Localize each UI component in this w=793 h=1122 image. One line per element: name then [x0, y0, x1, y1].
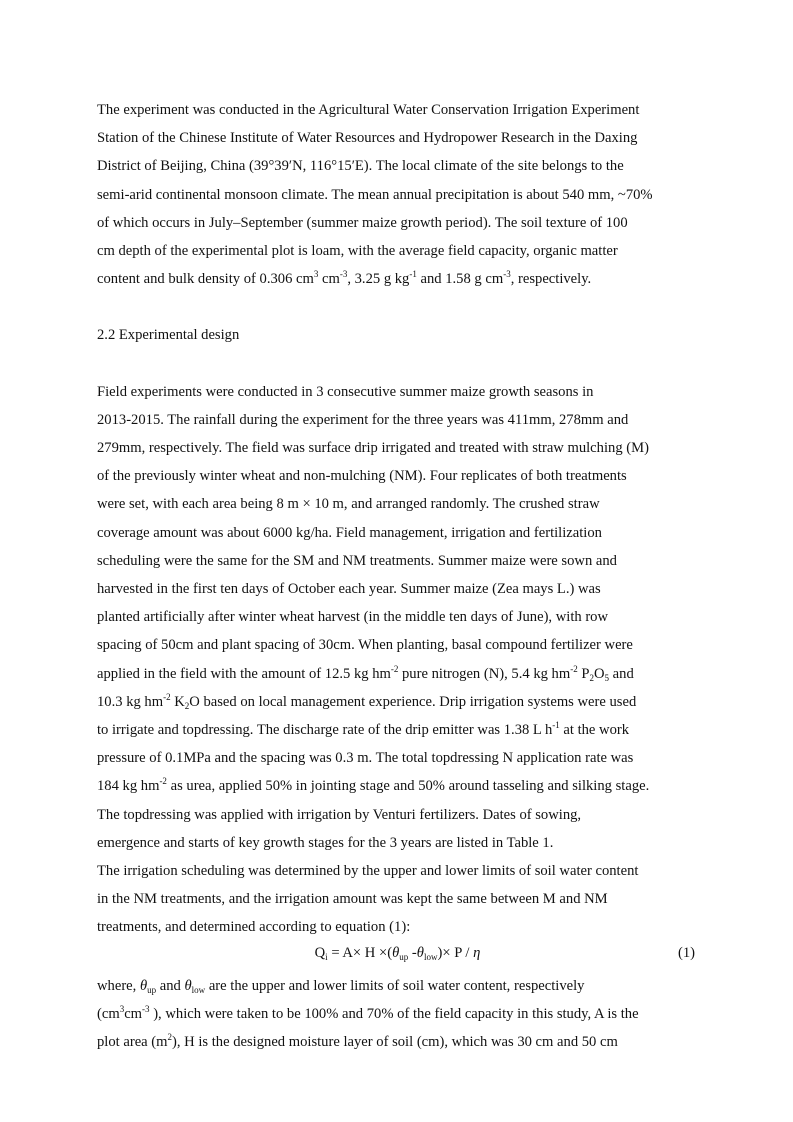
text-line: to irrigate and topdressing. The discharge rate of the drip emitter was 1.38 L $h^{-1}$ at the work	[97, 720, 630, 739]
paragraph-equation-variables	[97, 972, 698, 1057]
text-line: Field experiments were conducted in 3 consecutive summer maize growth seasons in	[97, 383, 594, 400]
text-line: treatments, and determined according to equation (1):	[97, 919, 411, 936]
text-line: cm depth of the experimental plot is loam, with the average field capacity, organic matter	[97, 243, 618, 260]
text-line: in the NM treatments, and the irrigation amount was kept the same between M and NM	[97, 891, 608, 908]
text-line: where, $\theta_{up}$ and $\theta_{low}$ are the upper and lower limits of soil water content, respectively	[97, 977, 585, 995]
equation-1	[97, 942, 698, 972]
text-line: content and bulk density of 0.306 $cm^3$ $cm^{-3}$, 3.25 g $kg^{-1}$ and 1.58 g $cm^{-3}$, respectively.	[97, 269, 592, 288]
text-line: were set, with each area being 8 m × 10 m, and arranged randomly. The crushed straw	[97, 496, 600, 513]
text-line: semi-arid continental monsoon climate. The mean annual precipitation is about 540 mm, ~70%	[97, 186, 653, 203]
equation-body: $Q_i = A\times H \times(\theta_{up}$ $-\theta_{low})\times P / \eta$	[314, 944, 481, 962]
text-line: ($cm^3cm^{-3}$ ), which were taken to be 100% and 70% of the field capacity in this study, A is the	[97, 1003, 639, 1022]
text-line: pressure of 0.1MPa and the spacing was 0.3 m. The total topdressing N application rate was	[97, 750, 634, 767]
text-line: District of Beijing, China (39°39′N, 116°15′E). The local climate of the site belongs to the	[97, 158, 624, 175]
section-heading: 2.2 Experimental design	[97, 327, 240, 344]
text-line: harvested in the first ten days of October each year. Summer maize (Zea mays L.) was	[97, 581, 601, 598]
text-line: spacing of 50cm and plant spacing of 30cm. When planting, basal compound fertilizer were	[97, 637, 633, 654]
text-line: Station of the Chinese Institute of Water Resources and Hydropower Research in the Daxing	[97, 130, 638, 147]
text-line: planted artificially after winter wheat harvest (in the middle ten days of June), with row	[97, 609, 609, 626]
text-line: The topdressing was applied with irrigation by Venturi fertilizers. Dates of sowing,	[97, 806, 582, 823]
paragraph-experimental-design	[97, 378, 698, 857]
text-line: coverage amount was about 6000 kg/ha. Field management, irrigation and fertilization	[97, 524, 602, 541]
text-line: 2013-2015. The rainfall during the experiment for the three years was 411mm, 278mm and	[97, 411, 629, 428]
text-line: 279mm, respectively. The field was surface drip irrigated and treated with straw mulching (M)	[97, 440, 649, 457]
text-line: applied in the field with the amount of 12.5 kg $hm^{-2}$ pure nitrogen (N), 5.4 kg $hm^{-2}$ $P_2O_5$ and	[97, 663, 634, 683]
paragraph-site-description	[97, 96, 698, 293]
paragraph-irrigation-scheduling	[97, 857, 698, 942]
text-line: The irrigation scheduling was determined by the upper and lower limits of soil water content	[97, 863, 639, 880]
paper-page	[97, 96, 698, 1056]
text-line: plot area $(m^2)$, H is the designed moisture layer of soil (cm), which was 30 cm and 50 cm	[97, 1032, 618, 1051]
text-line: scheduling were the same for the SM and NM treatments. Summer maize were sown and	[97, 552, 617, 569]
equation-number: (1)	[677, 944, 695, 961]
text-line: The experiment was conducted in the Agricultural Water Conservation Irrigation Experiment	[97, 102, 640, 118]
text-line: 10.3 kg $hm^{-2}$ $K_2O$ based on local management experience. Drip irrigation systems were used	[97, 691, 637, 711]
text-line: of which occurs in July–September (summer maize growth period). The soil texture of 100	[97, 214, 628, 231]
text-line: 184 kg $hm^{-2}$ as urea, applied 50% in jointing stage and 50% around tasseling and silking stage.	[97, 776, 650, 795]
text-line: emergence and starts of key growth stages for the 3 years are listed in Table 1.	[97, 834, 554, 851]
text-line: of the previously winter wheat and non-mulching (NM). Four replicates of both treatments	[97, 468, 627, 485]
